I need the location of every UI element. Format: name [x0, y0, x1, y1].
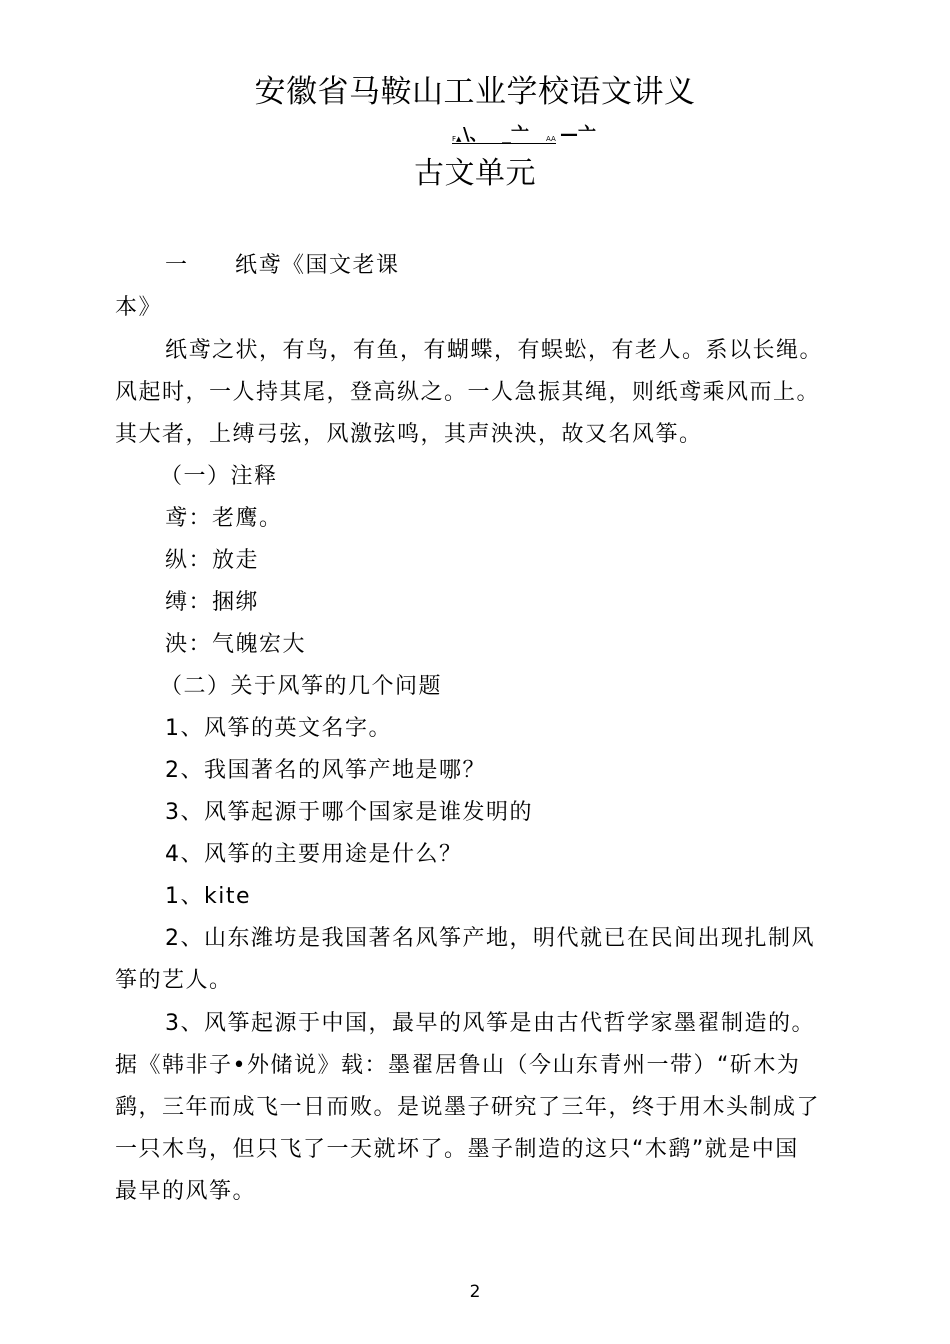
header-ornament — [450, 116, 630, 150]
notes-heading: （一）注释 — [160, 464, 278, 489]
ornament-small-mid: AA — [546, 135, 556, 143]
question-item: 4、风筝的主要用途是什么？ — [165, 842, 463, 867]
ornament-glyph-1: \、 — [463, 124, 488, 145]
answer-3-line: 3、风筝起源于中国，最早的风筝是由古代哲学家墨翟制造的。 — [165, 1011, 815, 1036]
answer-3-line: 一只木鸟，但只飞了一天就坏了。墨子制造的这只“木鹞”就是中国 — [115, 1137, 799, 1162]
lesson-number: 一 — [165, 253, 189, 278]
questions-heading: （二）关于风筝的几个问题 — [160, 674, 443, 699]
ornament-glyph-3: —亠 — [560, 124, 596, 145]
passage-line: 其大者，上缚弓弦，风激弦鸣，其声泱泱，故又名风筝。 — [115, 422, 703, 447]
lesson-title-line2: 本》 — [115, 295, 163, 320]
ornament-glyph-2: _亠 — [502, 124, 529, 145]
unit-title: 古文单元 — [414, 156, 536, 191]
note-item: 缚：捆绑 — [165, 590, 260, 615]
note-item: 鸢：老鹰。 — [165, 506, 283, 531]
passage-line: 纸鸢之状，有鸟，有鱼，有蝴蝶，有蜈蚣，有老人。系以长绳。 — [165, 338, 824, 363]
note-item: 泱：气魄宏大 — [165, 632, 307, 657]
question-item: 1、风筝的英文名字。 — [165, 716, 392, 741]
question-item: 2、我国著名的风筝产地是哪？ — [165, 758, 486, 783]
note-item: 纵：放走 — [165, 548, 260, 573]
ornament-rule — [452, 143, 556, 144]
document-title: 安徽省马鞍山工业学校语文讲义 — [254, 74, 696, 110]
answer-2-line: 2、山东潍坊是我国著名风筝产地，明代就已在民间出现扎制风 — [165, 926, 815, 951]
answer-2-line: 筝的艺人。 — [115, 968, 233, 993]
lesson-title-line1: 纸鸢《国文老课 — [235, 253, 400, 278]
page-number: 2 — [469, 1282, 481, 1302]
answer-3-line: 鹞，三年而成飞一日而败。是说墨子研究了三年，终于用木头制成了 — [115, 1095, 821, 1120]
answer-3-line: 据《韩非子•外储说》载：墨翟居鲁山（今山东青州一带）“斫木为 — [115, 1053, 801, 1078]
passage-line: 风起时，一人持其尾，登高纵之。一人急振其绳，则纸鸢乘风而上。 — [115, 380, 821, 405]
question-item: 3、风筝起源于哪个国家是谁发明的 — [165, 800, 533, 825]
answer-3-line: 最早的风筝。 — [115, 1179, 257, 1204]
answer-1: 1、kite — [165, 884, 252, 909]
ornament-small-left: F▲ — [452, 135, 462, 143]
